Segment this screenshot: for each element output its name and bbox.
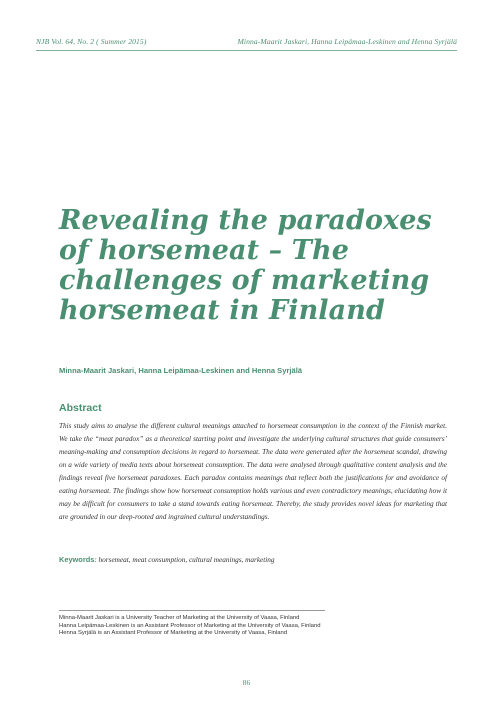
- running-authors: Minna-Maarit Jaskari, Hanna Leipämaa-Leskinen and Henna Syrjälä: [237, 37, 457, 46]
- title-line: of horsemeat – The: [59, 235, 349, 266]
- abstract-heading: Abstract: [59, 402, 102, 414]
- keywords: [59, 555, 447, 564]
- title-line: horsemeat in Finland: [59, 295, 385, 326]
- author-list: Minna-Maarit Jaskari, Hanna Leipämaa-Leskinen and Henna Syrjälä: [59, 366, 303, 375]
- abstract-text: This study aims to analyse the different cultural meanings attached to horsemeat consumption in the context of the Finnish market. We take the “meat paradox” as a theoretical starting point and investigate the underlying cultural structures that guide consumers’ meaning-making and consumption decisions in regard to horsemeat. The data were generated after the horsemeat scandal, drawing on a wide variety of media texts about horsemeat consumption. The data were analysed through qualitative content analysis and the findings reveal five horsemeat paradoxes. Each paradox contains meanings that reflect both the justifications for and avoidance of eating horsemeat. The findings show how horsemeat consumption holds various and even contradictory meanings, elucidating how it may be difficult for consumers to take a stand towards eating horsemeat. Thereby, the study provides novel ideas for marketing that are grounded in our deep-rooted and ingrained cultural understandings.: [59, 422, 447, 521]
- footnote: Minna-Maarit Jaskari is a University Teacher of Marketing at the University of Vaasa, Finland: [59, 615, 300, 621]
- title-line: Revealing the paradoxes: [59, 205, 432, 236]
- footnote: Hanna Leipämaa-Leskinen is an Assistant Professor of Marketing at the University of Vaasa, Finland: [59, 622, 321, 629]
- keywords-text: : horsemeat, meat consumption, cultural meanings, marketing: [94, 556, 275, 564]
- header-rule: [36, 50, 457, 51]
- journal-reference: NJB Vol. 64, No. 2 ( Summer 2015): [36, 37, 147, 46]
- page-number: 86: [242, 678, 251, 687]
- footnote: Henna Syrjälä is an Assistant Professor of Marketing at the University of Vaasa, Finland: [59, 630, 288, 636]
- title-line: challenges of marketing: [59, 265, 430, 296]
- keywords-label: Keywords: [59, 555, 95, 564]
- author-footnotes: [59, 615, 459, 638]
- article-title: [59, 206, 459, 326]
- running-header: [36, 37, 457, 46]
- footnote-rule: [59, 610, 325, 611]
